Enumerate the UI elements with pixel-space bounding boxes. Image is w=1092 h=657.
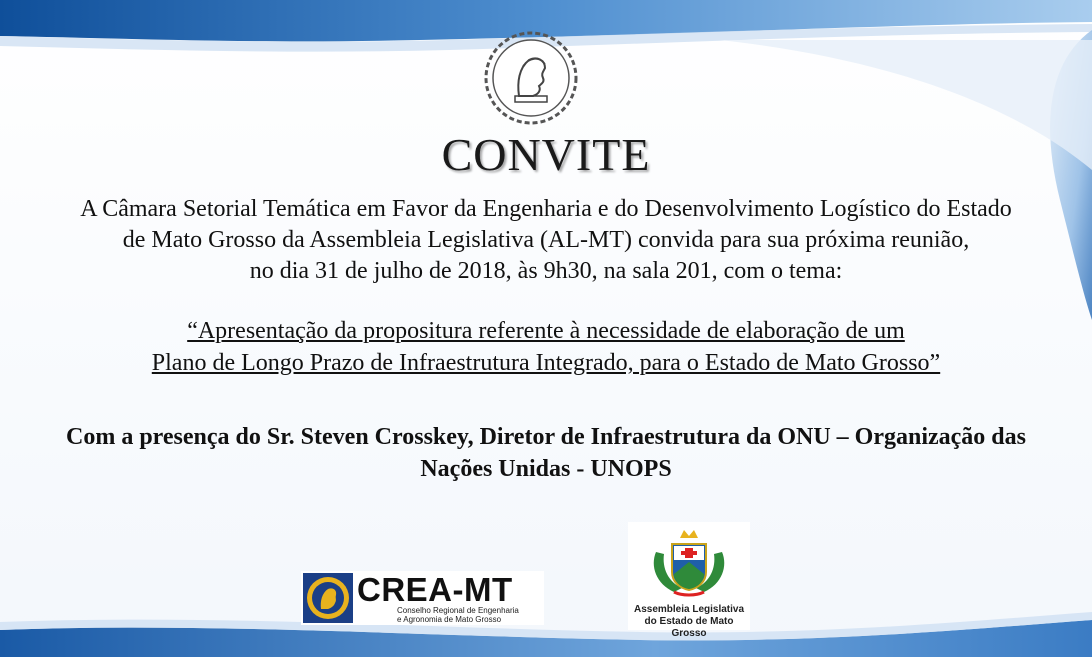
presence-line: Nações Unidas - UNOPS: [420, 456, 672, 482]
coat-of-arms-icon: [644, 522, 734, 598]
special-guest: [20, 421, 1072, 485]
topic-line: Plano de Longo Prazo de Infraestrutura Integrado, para o Estado de Mato Grosso”: [151, 350, 941, 376]
invitation-title: CONVITE: [441, 129, 651, 180]
presence-line: Com a presença do Sr. Steven Crosskey, Diretor de Infraestrutura da ONU – Organização das: [66, 424, 1026, 450]
crea-mt-logo: [301, 571, 544, 625]
assembleia-name-line: Assembleia Legislativa: [633, 604, 745, 615]
intro-line: A Câmara Setorial Temática em Favor da Engenharia e do Desenvolvimento Logístico do Estado: [80, 196, 1012, 222]
invitation-intro: [20, 194, 1072, 287]
assembleia-name-line: do Estado de Mato Grosso: [644, 616, 734, 639]
assembleia-logo: [628, 522, 750, 639]
assembleia-name: [628, 604, 750, 640]
crea-subtitle-line: Conselho Regional de Engenharia: [397, 606, 519, 615]
engineering-seal-icon: [483, 30, 579, 126]
crea-subtitle: [397, 606, 542, 624]
intro-line: no dia 31 de julho de 2018, às 9h30, na sala 201, com o tema:: [249, 258, 843, 284]
intro-line: de Mato Grosso da Assembleia Legislativa (AL-MT) convida para sua próxima reunião,: [122, 227, 970, 253]
topic-line: “Apresentação da propositura referente à necessidade de elaboração de um: [187, 318, 905, 344]
crea-name: CREA-MT: [357, 571, 513, 608]
crea-emblem-icon: [303, 573, 353, 623]
crea-subtitle-line: e Agronomia de Mato Grosso: [397, 615, 502, 624]
meeting-topic: [20, 315, 1072, 379]
